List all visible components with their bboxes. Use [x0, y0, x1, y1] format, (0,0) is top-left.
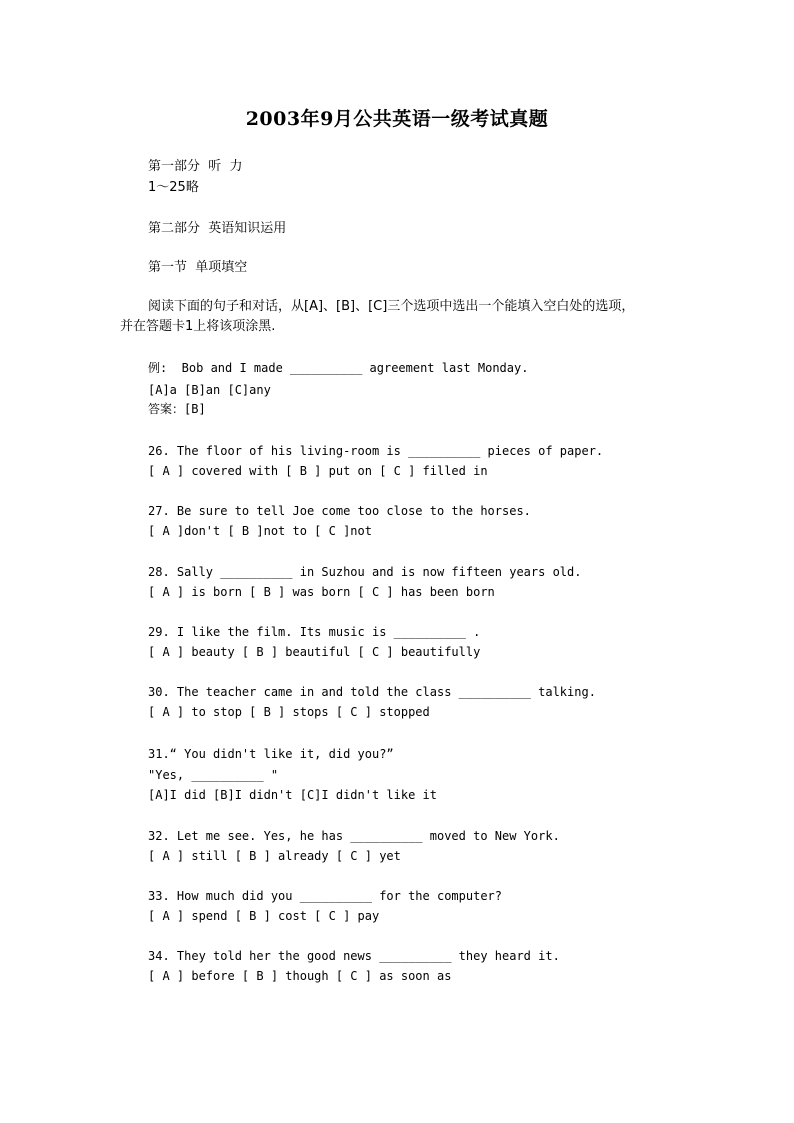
- example-options: [A]a [B]an [C]any: [148, 383, 271, 397]
- question-28-options: [ A ] is born [ B ] was born [ C ] has been born: [148, 585, 495, 599]
- question-29-stem: 29. I like the film. Its music is __________ .: [148, 625, 481, 639]
- question-34-options: [ A ] before [ B ] though [ C ] as soon as: [148, 969, 452, 983]
- part2-heading: 第二部分 英语知识运用: [148, 221, 287, 236]
- example-stem: 例: Bob and I made __________ agreement last Monday.: [148, 361, 529, 375]
- question-31-stem2: "Yes, __________ ": [148, 768, 279, 782]
- question-28-stem: 28. Sally __________ in Suzhou and is now fifteen years old.: [148, 565, 582, 579]
- part1-heading: 第一部分 听 力: [148, 159, 243, 174]
- instructions-line2: 并在答题卡1上将该项涂黑.: [120, 319, 276, 334]
- question-27-options: [ A ]don't [ B ]not to [ C ]not: [148, 524, 372, 538]
- question-33-stem: 33. How much did you __________ for the computer?: [148, 889, 503, 903]
- question-34-stem: 34. They told her the good news __________ they heard it.: [148, 949, 560, 963]
- question-26-options: [ A ] covered with [ B ] put on [ C ] filled in: [148, 464, 488, 478]
- question-33-options: [ A ] spend [ B ] cost [ C ] pay: [148, 909, 380, 923]
- question-31-stem: 31.“ You didn't like it, did you?”: [148, 747, 394, 761]
- question-27-stem: 27. Be sure to tell Joe come too close to the horses.: [148, 504, 531, 518]
- question-30-options: [ A ] to stop [ B ] stops [ C ] stopped: [148, 705, 430, 719]
- part1-range: 1～25略: [148, 180, 199, 195]
- question-31-options: [A]I did [B]I didn't [C]I didn't like it: [148, 788, 437, 802]
- question-26-stem: 26. The floor of his living-room is __________ pieces of paper.: [148, 444, 604, 458]
- question-32-stem: 32. Let me see. Yes, he has __________ moved to New York.: [148, 829, 560, 843]
- question-30-stem: 30. The teacher came in and told the class __________ talking.: [148, 685, 596, 699]
- question-32-options: [ A ] still [ B ] already [ C ] yet: [148, 849, 401, 863]
- example-answer: 答案：[B]: [148, 402, 206, 416]
- instructions-line1: 阅读下面的句子和对话，从[A]、[B]、[C]三个选项中选出一个能填入空白处的选项，: [148, 299, 635, 314]
- page-title: 2003年9月公共英语一级考试真题: [245, 108, 549, 130]
- question-29-options: [ A ] beauty [ B ] beautiful [ C ] beautifully: [148, 645, 481, 659]
- section1-heading: 第一节 单项填空: [148, 260, 248, 275]
